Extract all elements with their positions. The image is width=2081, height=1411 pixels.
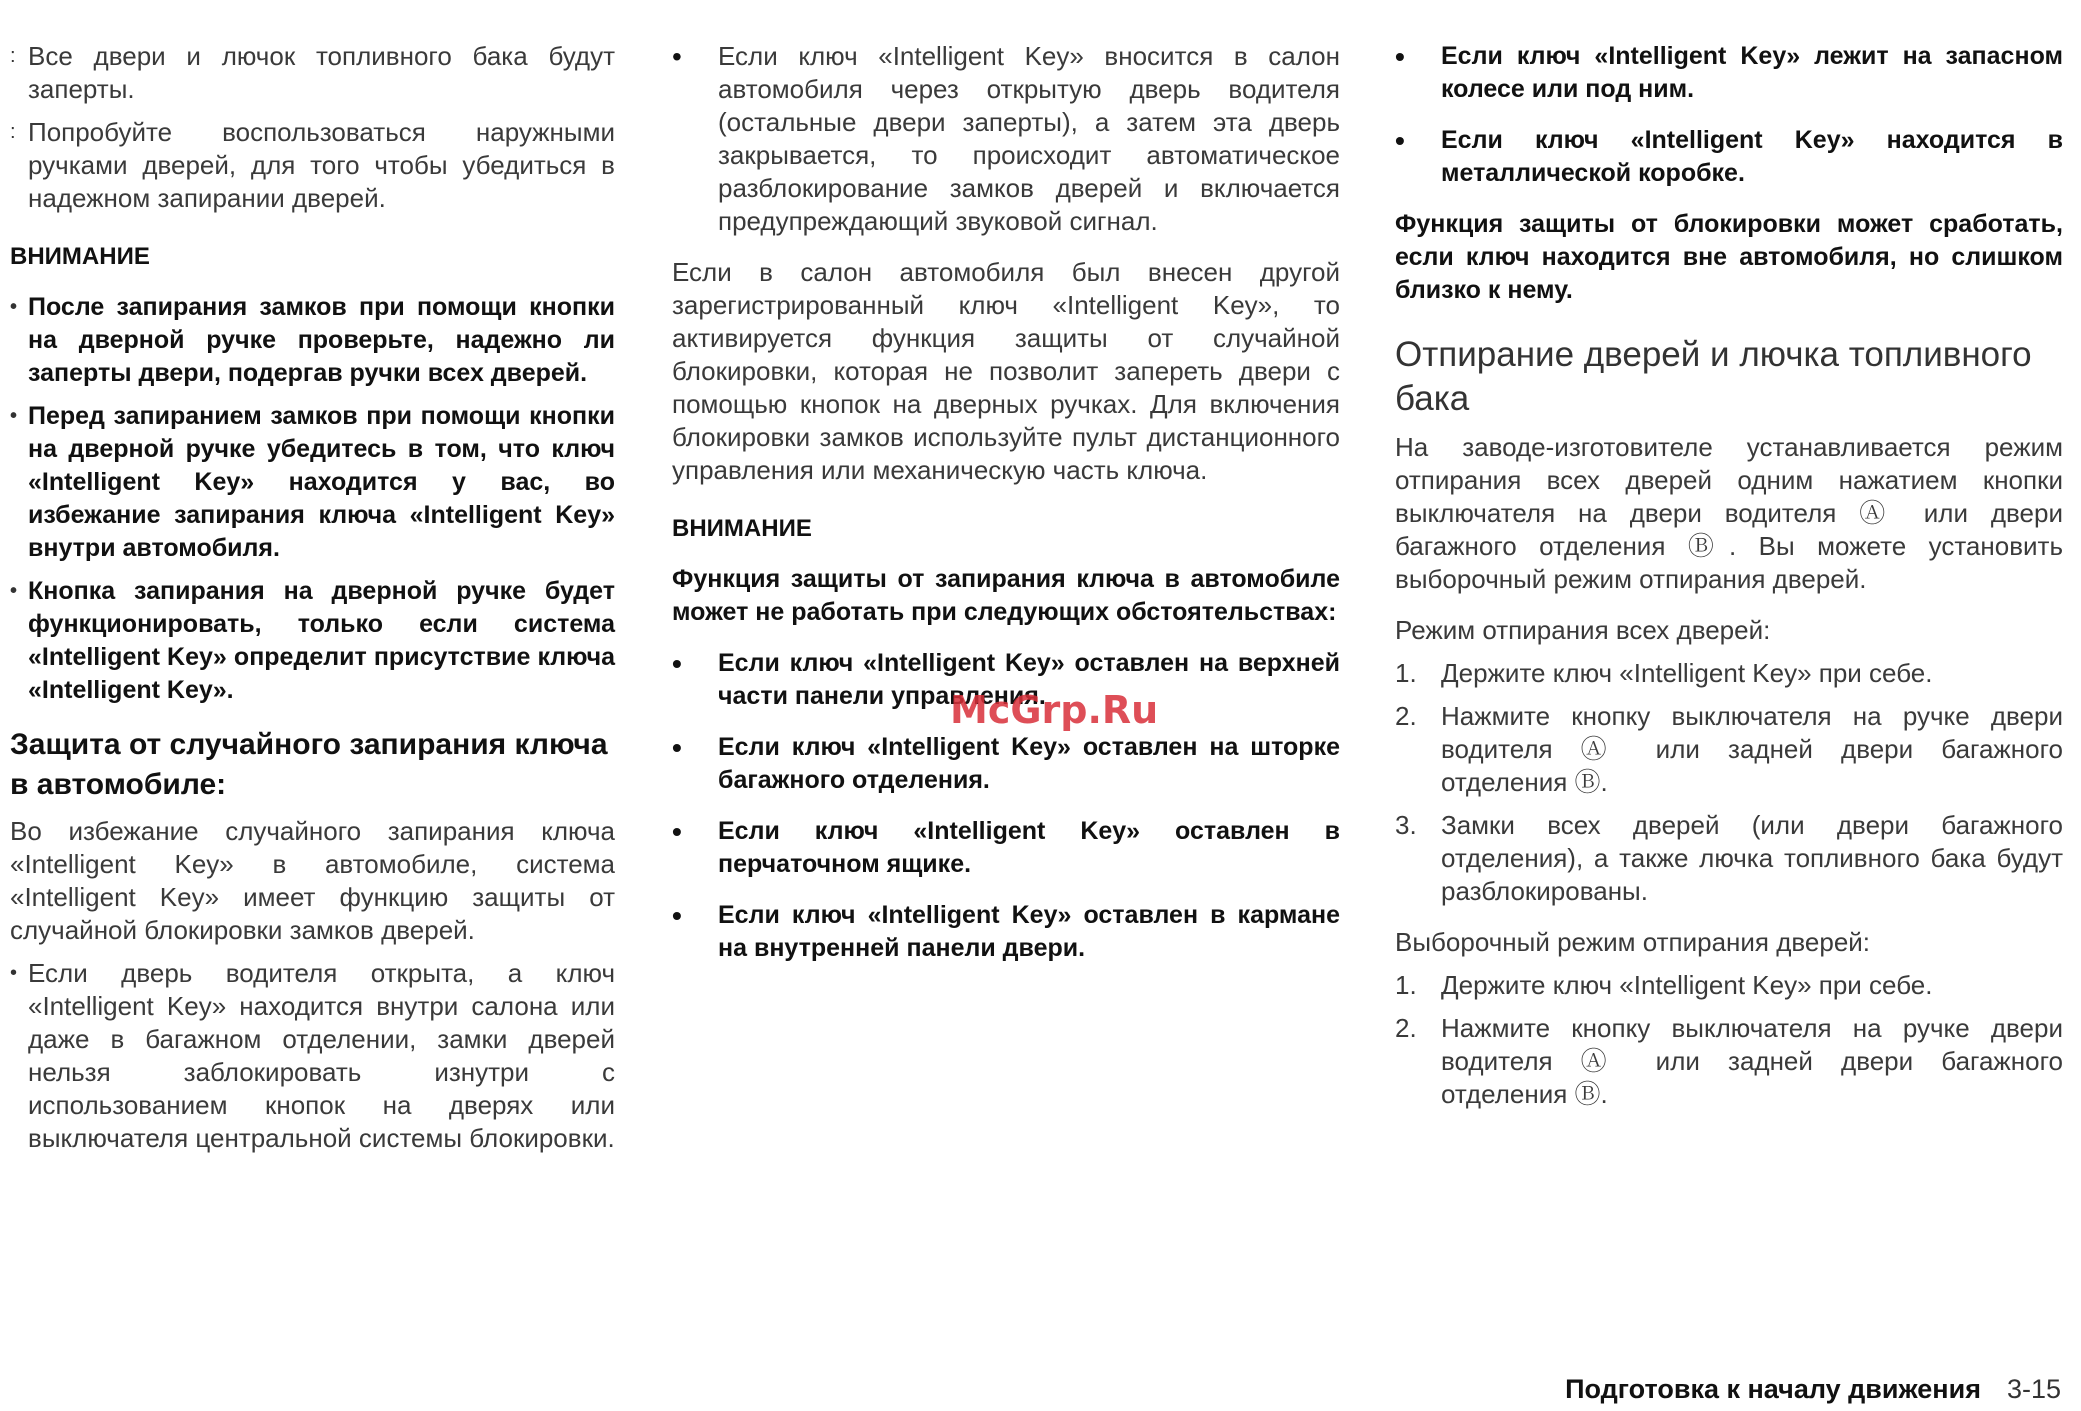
subheading: Защита от случайного запирания ключа в автомобиле: bbox=[10, 728, 608, 801]
step-item bbox=[1395, 1012, 2063, 1111]
step-5-text: Попробуйте воспользоваться наружными ручками дверей, для того чтобы убедиться в надежном запирании дверей. bbox=[28, 117, 615, 213]
caution-text: Перед запиранием замков при помощи кнопки на дверной ручке убедитесь в том, что ключ «Intelligent Key» находится у вас, во избежание запирания ключа «Intelligent Key» внутри автомобиля. bbox=[28, 402, 615, 562]
page-number: 3-15 bbox=[2006, 1374, 2061, 1404]
bullet-mark: • bbox=[10, 296, 18, 318]
step-text: Нажмите кнопку выключателя на ручке двери водителя Ⓐ или задней двери багажного отделения Ⓑ. bbox=[1441, 1013, 2063, 1109]
caution-item bbox=[1395, 40, 2063, 106]
caution-text: Кнопка запирания на дверной ручке будет функционировать, только если система «Intelligent Key» определит присутствие ключа «Intelligent Key». bbox=[28, 577, 615, 704]
step-text: Нажмите кнопку выключателя на ручке двери водителя Ⓐ или задней двери багажного отделения Ⓑ. bbox=[1441, 701, 2063, 797]
bullet-mark: • bbox=[672, 900, 682, 931]
list-item-text: Если ключ «Intelligent Key» вносится в салон автомобиля через открытую дверь водителя (остальные двери заперты), а затем эта дверь закрывается, то происходит автоматическое разблокирование замков дверей и включается предупреждающий звуковой сигнал. bbox=[718, 41, 1340, 236]
step-item bbox=[1395, 657, 2063, 690]
caution-item bbox=[10, 291, 615, 390]
intro-paragraph: Во избежание случайного запирания ключа «Intelligent Key» в автомобиле, система «Intelligent Key» имеет функцию защиты от случайной блокировки замков дверей. bbox=[10, 816, 615, 945]
step-number: 3. bbox=[1395, 810, 1417, 840]
step-item bbox=[1395, 969, 2063, 1002]
caution-text: Если ключ «Intelligent Key» лежит на запасном колесе или под ним. bbox=[1441, 42, 2063, 103]
section-title: Отпирание дверей и лючка топливного бака bbox=[1395, 335, 2032, 418]
bullet-mark: • bbox=[10, 580, 18, 602]
step-number: 2. bbox=[1395, 1013, 1417, 1043]
step-marker: : bbox=[10, 121, 16, 143]
watermark: McGrp.Ru bbox=[950, 688, 1159, 732]
caution-text: Если ключ «Intelligent Key» оставлен в кармане на внутренней панели двери. bbox=[718, 901, 1340, 962]
paragraph: Если в салон автомобиля был внесен другой зарегистрированный ключ «Intelligent Key», то активируется функция защиты от случайной блокировки, которая не позволит запереть двери с помощью кнопок на дверных ручках. Для включения блокировки замков используйте пульт дистанционного управления или механическую часть ключа. bbox=[672, 257, 1340, 485]
middle-column bbox=[672, 40, 1340, 965]
step-text: Держите ключ «Intelligent Key» при себе. bbox=[1441, 658, 1933, 688]
bullet-mark: • bbox=[672, 732, 682, 763]
caution-text: Если ключ «Intelligent Key» оставлен на шторке багажного отделения. bbox=[718, 733, 1340, 794]
list-item-text: Если дверь водителя открыта, а ключ «Intelligent Key» находится внутри салона или даже в багажном отделении, замки дверей нельзя заблокировать изнутри с использованием кнопок на дверях или выключателя центральной системы блокировки. bbox=[28, 958, 615, 1153]
bullet-mark: • bbox=[672, 816, 682, 847]
mode-all-title: Режим отпирания всех дверей: bbox=[1395, 615, 1771, 645]
footer-title: Подготовка к началу движения bbox=[1565, 1374, 1981, 1404]
caution-item bbox=[10, 575, 615, 707]
bullet-mark: • bbox=[10, 405, 18, 427]
caution-text: Если ключ «Intelligent Key» находится в металлической коробке. bbox=[1441, 126, 2063, 187]
step-item bbox=[1395, 809, 2063, 908]
bullet-mark: • bbox=[10, 962, 18, 984]
caution-title: ВНИМАНИЕ bbox=[672, 515, 812, 542]
step-number: 2. bbox=[1395, 701, 1417, 731]
page-footer bbox=[1565, 1374, 2061, 1405]
caution-text: Если ключ «Intelligent Key» оставлен на верхней части панели управления. bbox=[718, 649, 1340, 710]
right-column bbox=[1395, 40, 2063, 1111]
bullet-mark: • bbox=[1395, 125, 1405, 156]
caution-item bbox=[672, 899, 1340, 965]
caution-text: Если ключ «Intelligent Key» оставлен в перчаточном ящике. bbox=[718, 817, 1340, 878]
step-5 bbox=[10, 116, 615, 215]
step-number: 1. bbox=[1395, 970, 1417, 1000]
caution-item bbox=[672, 815, 1340, 881]
caution-title: ВНИМАНИЕ bbox=[10, 243, 150, 270]
step-4-text: Все двери и лючок топливного бака будут заперты. bbox=[28, 41, 615, 104]
mode-selective-title: Выборочный режим отпирания дверей: bbox=[1395, 927, 1871, 957]
caution-intro: Функция защиты от запирания ключа в автомобиле может не работать при следующих обстоятельствах: bbox=[672, 565, 1340, 626]
bullet-mark: • bbox=[672, 648, 682, 679]
caution-text: После запирания замков при помощи кнопки на дверной ручке проверьте, надежно ли заперты двери, подергав ручки всех дверей. bbox=[28, 293, 615, 387]
step-text: Держите ключ «Intelligent Key» при себе. bbox=[1441, 970, 1933, 1000]
left-column bbox=[10, 40, 615, 1155]
caution-item bbox=[672, 731, 1340, 797]
bullet-mark: • bbox=[672, 41, 682, 72]
caution-item bbox=[1395, 124, 2063, 190]
step-text: Замки всех дверей (или двери багажного отделения), а также лючка топливного бака будут разблокированы. bbox=[1441, 810, 2063, 906]
step-item bbox=[1395, 700, 2063, 799]
step-number: 1. bbox=[1395, 658, 1417, 688]
bullet-mark: • bbox=[1395, 41, 1405, 72]
step-marker: : bbox=[10, 45, 16, 67]
caution-note: Функция защиты от блокировки может сработать, если ключ находится вне автомобиля, но слишком близко к нему. bbox=[1395, 210, 2063, 304]
list-item bbox=[672, 40, 1340, 238]
list-item bbox=[10, 957, 615, 1155]
step-4 bbox=[10, 40, 615, 106]
caution-item bbox=[10, 400, 615, 565]
intro-paragraph: На заводе-изготовителе устанавливается режим отпирания всех дверей одним нажатием кнопки выключателя на двери водителя Ⓐ или двери багажного отделения Ⓑ. Вы можете установить выборочный режим отпирания дверей. bbox=[1395, 432, 2063, 594]
